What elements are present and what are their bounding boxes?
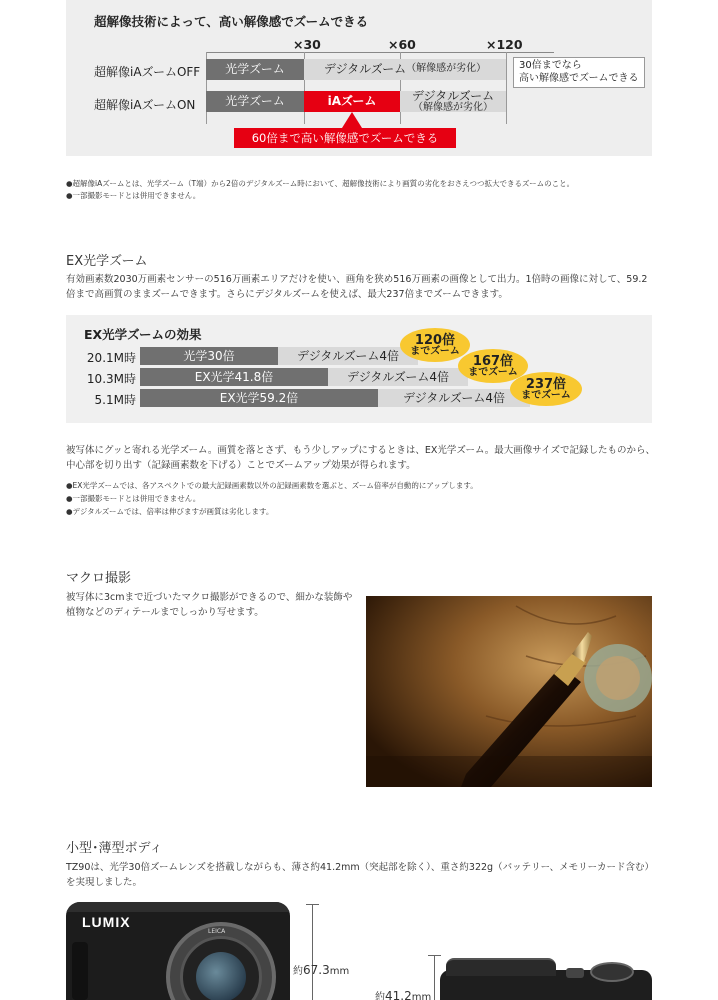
ex-row-label: 10.3M時 [86,372,136,386]
height-dimension-label: 約67.3mm [293,963,350,977]
seg-ia-on: iAズーム [304,91,400,112]
ia-zoom-diagram [66,0,652,156]
axis-line [206,52,554,53]
ia-note-2: ●一部撮影モードとは併用できません。 [66,191,201,200]
row-label-on: 超解像iAズームON [94,98,196,112]
camera-front-image [66,902,290,1000]
ex-row-label: 5.1M時 [94,393,136,407]
tick-120: ×120 [486,37,523,52]
height-dimension-line [312,904,313,1000]
ex-optical-bar: 光学30倍 [140,347,278,365]
callout-60x: 60倍まで高い解像感でズームできる [234,128,456,148]
ex-row-label: 20.1M時 [86,351,136,365]
ex-optical-bar: EX光学59.2倍 [140,389,378,407]
callout-arrow [342,112,362,128]
side-note: 30倍までなら 高い解像感でズームできる [513,57,645,88]
seg-digital-off: デジタルズーム （解像感が劣化） [304,59,506,80]
camera-brand-logo: LUMIX [82,914,131,930]
body-heading: 小型･薄型ボディ [66,841,163,856]
ex-digital-bar: デジタルズーム4倍 [378,389,530,407]
macro-fountain-pen-photo [366,596,652,787]
camera-top-image [440,958,652,1000]
zoom-bubble-167: 167倍 までズーム [458,349,528,383]
ex-note-2: ●一部撮影モードとは併用できません。 [66,494,201,503]
tick-60: ×60 [388,37,416,52]
ia-zoom-title: 超解像技術によって、高い解像感でズームできる [94,14,369,29]
ex-optical-bar: EX光学41.8倍 [140,368,328,386]
ex-after-body: 被写体にグッと寄れる光学ズーム。画質を落とさず、もう少しアップにするときは、EX光学ズーム。最大画像サイズで記録したものから、中心部を切り出す（記録画素数を下げる）ことでズームアップ効果が得られます。 [66,445,655,471]
depth-dimension-line [434,955,435,1000]
ex-note-1: ●EX光学ズームでは、各アスペクトでの最大記録画素数以外の記録画素数を選ぶと、ズーム倍率が自動的にアップします。 [66,481,478,490]
ex-body: 有効画素数2030万画素センサーの516万画素エリアだけを使い、画角を狭め516万画素の画像として出力。1倍時の画像に対して、59.2倍まで高画質のままズームできます。さらにデジタルズームを使えば、最大237倍までズームできます。 [66,274,648,300]
seg-optical-off: 光学ズーム [206,59,304,80]
macro-body: 被写体に3cmまで近づいたマクロ撮影ができるので、細かな装飾や植物などのディテールまでしっかり写せます。 [66,592,353,618]
seg-digital-on: デジタルズーム （解像感が劣化） [400,91,506,112]
gridline [506,52,507,124]
depth-dimension-label: 約41.2mm [375,989,432,1000]
ex-heading: EX光学ズーム [66,254,148,269]
zoom-bubble-120: 120倍 までズーム [400,328,470,362]
zoom-bubble-237: 237倍 までズーム [510,372,582,406]
ex-digital-bar: デジタルズーム4倍 [328,368,468,386]
macro-heading: マクロ撮影 [66,571,132,586]
ex-digital-bar: デジタルズーム4倍 [278,347,418,365]
lens-brand-label: LEICA [208,928,226,935]
ia-note-1: ●超解像iAズームとは、光学ズーム（T端）から2倍のデジタルズーム時において、超解像技術により画質の劣化をおさえつつ拡大できるズームのこと。 [66,179,575,188]
tick-30: ×30 [293,37,321,52]
row-label-off: 超解像iAズームOFF [94,65,201,79]
ex-chart-title: EX光学ズームの効果 [84,327,202,342]
seg-optical-on: 光学ズーム [206,91,304,112]
body-text: TZ90は、光学30倍ズームレンズを搭載しながらも、薄さ約41.2mm（突起部を除く）、重さ約322g（バッテリー、メモリーカード含む）を実現しました。 [66,862,654,888]
ex-note-3: ●デジタルズームでは、倍率は伸びますが画質は劣化します。 [66,507,274,516]
ex-zoom-diagram [66,315,652,423]
